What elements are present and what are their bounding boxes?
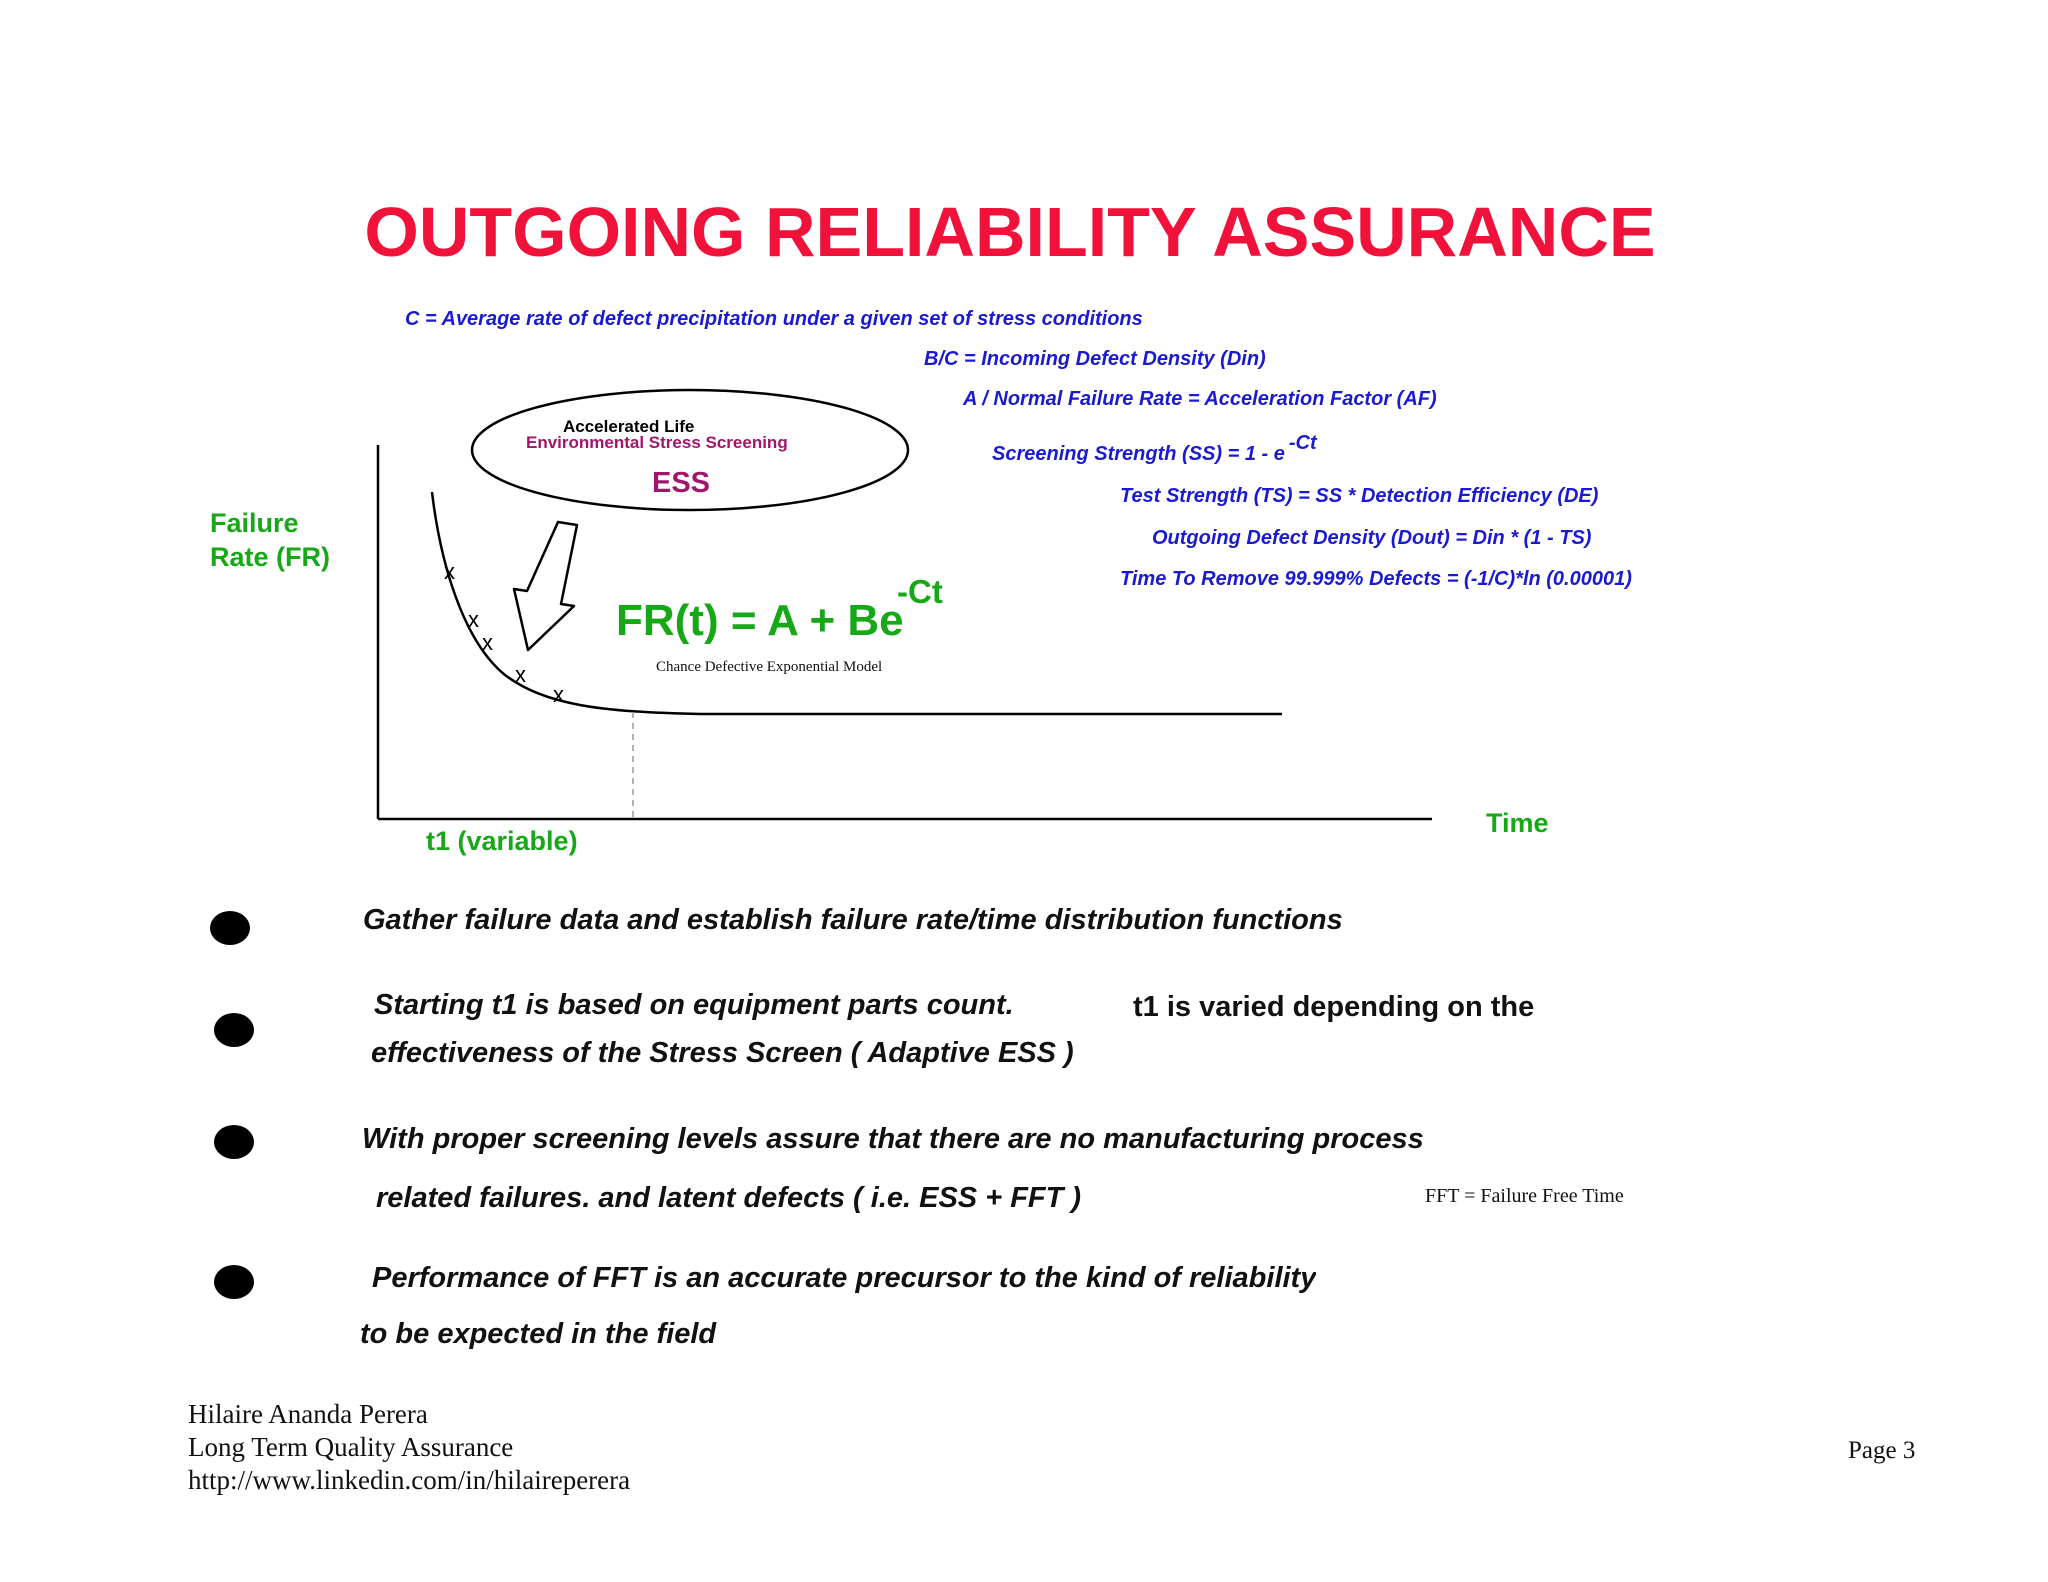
bullet-4-line1: Performance of FFT is an accurate precursor to the kind of reliability xyxy=(372,1262,1317,1294)
definition-ss-text: Screening Strength (SS) = 1 - e xyxy=(992,443,1285,465)
ellipse-label-ess-full: Environmental Stress Screening xyxy=(526,433,788,452)
down-arrow-icon xyxy=(514,522,577,650)
bullet-2-line1-upright: t1 is varied depending on the xyxy=(1133,991,1535,1023)
page-title: OUTGOING RELIABILITY ASSURANCE xyxy=(364,193,1656,271)
data-point-marker: x xyxy=(482,630,493,655)
bullet-1-text: Gather failure data and establish failure rate/time distribution functions xyxy=(363,904,1343,936)
bullet-3-line1: With proper screening levels assure that there are no manufacturing process xyxy=(362,1123,1424,1155)
definition-af: A / Normal Failure Rate = Acceleration Factor (AF) xyxy=(963,388,1437,410)
bullet-dot xyxy=(210,911,250,945)
ellipse-label-ess: ESS xyxy=(652,467,711,499)
data-point-marker: x xyxy=(444,559,455,584)
data-point-marker: x xyxy=(468,607,479,632)
bullet-2-line1: Starting t1 is based on equipment parts count. xyxy=(374,989,1014,1021)
page-number: Page 3 xyxy=(1848,1437,1916,1464)
definition-bc: B/C = Incoming Defect Density (Din) xyxy=(924,348,1266,370)
definition-dout: Outgoing Defect Density (Dout) = Din * (1 - TS) xyxy=(1152,527,1592,549)
definition-c: C = Average rate of defect precipitation under a given set of stress conditions xyxy=(405,308,1143,330)
bullet-dot xyxy=(214,1013,254,1047)
fft-note: FFT = Failure Free Time xyxy=(1425,1185,1624,1207)
bullet-4-line2: to be expected in the field xyxy=(360,1318,717,1350)
definition-ss-exponent: -Ct xyxy=(1288,432,1317,454)
y-axis-label xyxy=(210,506,330,574)
definition-time-remove: Time To Remove 99.999% Defects = (-1/C)*ln (0.00001) xyxy=(1120,568,1632,590)
bullet-dot xyxy=(214,1265,254,1299)
footer-url[interactable]: http://www.linkedin.com/in/hilaireperera xyxy=(188,1465,631,1495)
bullet-4-line1-clip xyxy=(372,1262,1316,1294)
model-caption: Chance Defective Exponential Model xyxy=(656,659,883,675)
data-point-marker: x xyxy=(553,682,564,707)
t1-label: t1 (variable) xyxy=(426,826,578,856)
definition-ts: Test Strength (TS) = SS * Detection Efficiency (DE) xyxy=(1120,485,1599,507)
ellipse-label-accelerated-life: Accelerated Life xyxy=(563,417,695,436)
y-axis-label-line2: Rate (FR) xyxy=(210,542,330,572)
formula: FR(t) = A + Be xyxy=(616,596,904,645)
bullet-2-line2: effectiveness of the Stress Screen ( Adaptive ESS ) xyxy=(371,1037,1074,1069)
data-point-marker: x xyxy=(515,662,526,687)
y-axis-label-line1: Failure xyxy=(210,508,299,538)
footer-author-block xyxy=(188,1398,630,1497)
bullet-3-line2: related failures. and latent defects ( i.e. ESS + FFT ) xyxy=(376,1182,1082,1214)
footer-role: Long Term Quality Assurance xyxy=(188,1432,514,1462)
formula-exponent: -Ct xyxy=(897,573,943,610)
footer-author: Hilaire Ananda Perera xyxy=(188,1399,428,1429)
bullet-dot xyxy=(214,1125,254,1159)
x-axis-label: Time xyxy=(1486,808,1549,838)
